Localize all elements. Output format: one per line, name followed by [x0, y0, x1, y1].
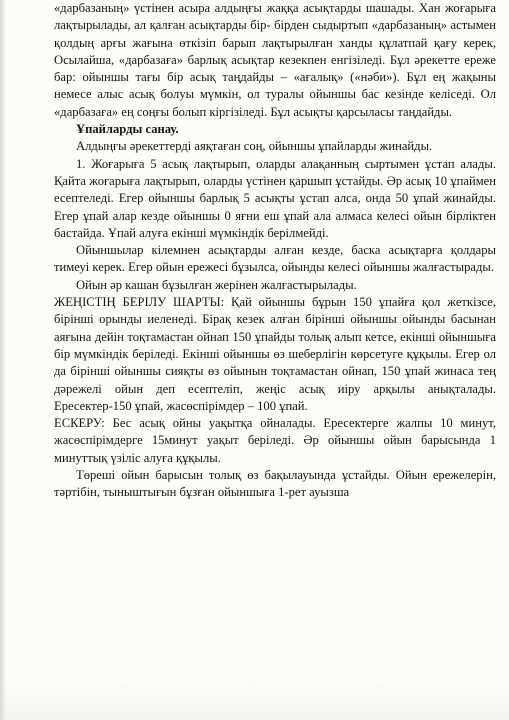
paragraph-points-intro: Алдыңғы әрекеттерді аяқтаған соң, ойыншы ұпайларды жинайды.: [76, 139, 433, 154]
document-body: [54, 0, 496, 502]
paragraph-intro: «дарбазаның» үстінен асыра алдыңғы жаққа асықтарды шашады. Хан жоғарыға лақтырылады, ал қалған асықтарды бір- бірден сыдыртып «дарбазаның» астымен қолдың арғы жағына өткізіп барып лақтырылған ханды құлатпай қағу керек, Осылайша, «дарбазаға» барлық асықтар кезекпен енгізіледі. Бұл әрекетте ереже бар: ойыншы тағы бір асық таңдайды – «ағалық» («нәби»). Бұл ең жақыны немесе алыс асық болуы мүмкін, ол туралы ойыншы бас кезінде келіседі. Ол «дарбазаға» ең соңғы болып кіргізіледі. Бұл асықты қарсыласы таңдайды.: [54, 1, 496, 119]
section-heading-points: Ұпайларды санау.: [76, 122, 179, 137]
scan-edge: [0, 0, 6, 720]
paragraph-rule-1: 1. Жоғарыға 5 асық лақтырып, оларды алақанның сыртымен ұстап алады. Қайта жоғарыға лақтырып, оларды үстінен қаршып ұстайды. Әр асық 10 ұпаймен есептеледі. Егер ойыншы барлық 5 асықты ұстап алса, онда 50 ұпай жинайды. Егер ұпай алар кезде ойыншы 0 яғни еш ұпай ала алмаса келесі ойын бірліктен бастайда. Ұпай алуға екінші мүмкіндік берілмейді.: [54, 156, 496, 240]
scan-shadow: [0, 680, 509, 720]
paragraph-note: ЕСКЕРУ: Бес асық ойны уақытқа ойналады. Ересектерге жалпы 10 минут, жасөспірімдерге 15минут уақыт беріледі. Әр ойыншы ойын барысында 1 минуттық үзіліс алуға құқылы.: [54, 416, 496, 465]
paragraph-referee: Төреші ойын барысын толық өз бақылауында ұстайды. Ойын ережелерін, тәртібін, тыныштығын бұзған ойыншыға 1-рет ауызша: [54, 468, 496, 500]
paragraph-win-condition: ЖЕҢІСТІҢ БЕРІЛУ ШАРТЫ: Қай ойыншы бұрын 150 ұпайға қол жеткізсе, бірінші орынды иеленеді. Бірақ кезек алған бірінші ойыншы ойынды басынан аяғына дейін тоқтамастан ойнап 150 ұпайды толық алып кетсе, екінші ойыншыға бір мүмкіндік беріледі. Екінші ойыншы өз шеберлігін көрсетуге құқылы. Егер ол да бірінші ойыншы сияқты өз ойынын тоқтамастан ойнап, 150 ұпай жинаса тең дәрежелі ойын деп есептеліп, жеңіс асық иіру арқылы анықталады. Ересектер-150 ұпай, жасөспірімдер – 100 ұпай.: [54, 295, 496, 413]
paragraph-carpet-rule: Ойыншылар кілемнен асықтарды алған кезде, баска асықтарға қолдары тимеуі керек. Егер ойын ережесі бұзылса, ойынды келесі ойыншы жалғастырады.: [54, 243, 496, 275]
paragraph-continue-rule: Ойын әр кашан бұзылған жерінен жалғастырылады.: [76, 277, 357, 292]
